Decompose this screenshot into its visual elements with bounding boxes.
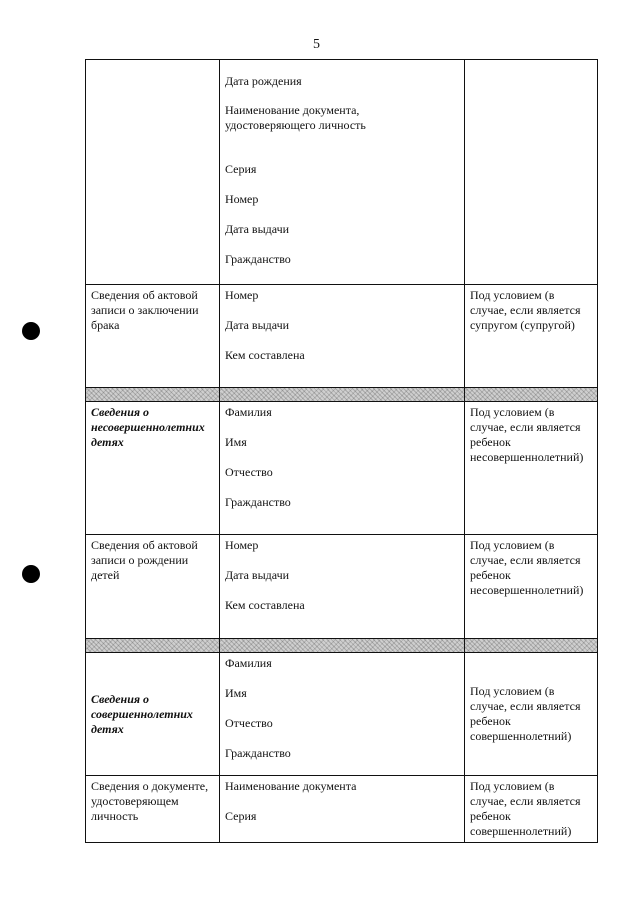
field-label: Наименование документа, удостоверяющего личность [225,103,366,132]
field-label: Имя [225,435,247,449]
field-label: Номер [225,192,259,206]
table-row [86,402,598,535]
fields-cell [220,60,465,285]
condition-cell: Под условием (в случае, если является супругом (супругой) [465,285,598,388]
field-label: Кем составлена [225,598,305,612]
field-label: Имя [225,686,247,700]
row-label-cell [86,60,220,285]
table-row [86,60,598,285]
field-label: Гражданство [225,252,291,266]
fields-cell [220,535,465,639]
table-row [86,776,598,843]
table-row [86,285,598,388]
binder-hole-top [22,322,40,340]
field-label: Гражданство [225,746,291,760]
data-table [85,59,598,843]
field-label: Кем составлена [225,348,305,362]
field-label: Дата рождения [225,74,302,88]
fields-cell [220,402,465,535]
field-label: Дата выдачи [225,568,290,582]
table-row [86,653,598,776]
condition-cell: Под условием (в случае, если является ребенок несовершеннолетний) [465,535,598,639]
field-label: Номер [225,538,259,552]
section-separator [86,388,598,402]
fields-cell [220,653,465,776]
field-label: Серия [225,809,257,823]
page-number: 5 [313,37,320,52]
field-label: Номер [225,288,259,302]
row-label-cell: Сведения об актовой записи о заключении брака [86,285,220,388]
condition-cell: Под условием (в случае, если является ребенок совершеннолетний) [465,776,598,843]
condition-cell [465,60,598,285]
row-label-cell: Сведения о документе, удостоверяющем личность [86,776,220,843]
condition-cell: Под условием (в случае, если является ребенок несовершеннолетний) [465,402,598,535]
binder-hole-bottom [22,565,40,583]
field-label: Гражданство [225,495,291,509]
row-label-cell: Сведения об актовой записи о рождении детей [86,535,220,639]
field-label: Фамилия [225,405,272,419]
field-label: Наименование документа [225,779,357,793]
field-label: Фамилия [225,656,272,670]
field-label: Отчество [225,465,273,479]
fields-cell [220,285,465,388]
field-label: Серия [225,162,257,176]
section-heading: Сведения о несовершеннолетних детях [86,402,220,535]
field-label: Отчество [225,716,273,730]
field-label: Дата выдачи [225,222,290,236]
field-label: Дата выдачи [225,318,290,332]
section-separator [86,639,598,653]
table-row [86,535,598,639]
condition-cell: Под условием (в случае, если является ребенок совершеннолетний) [465,653,598,776]
fields-cell [220,776,465,843]
section-heading: Сведения о совершеннолетних детях [86,653,220,776]
